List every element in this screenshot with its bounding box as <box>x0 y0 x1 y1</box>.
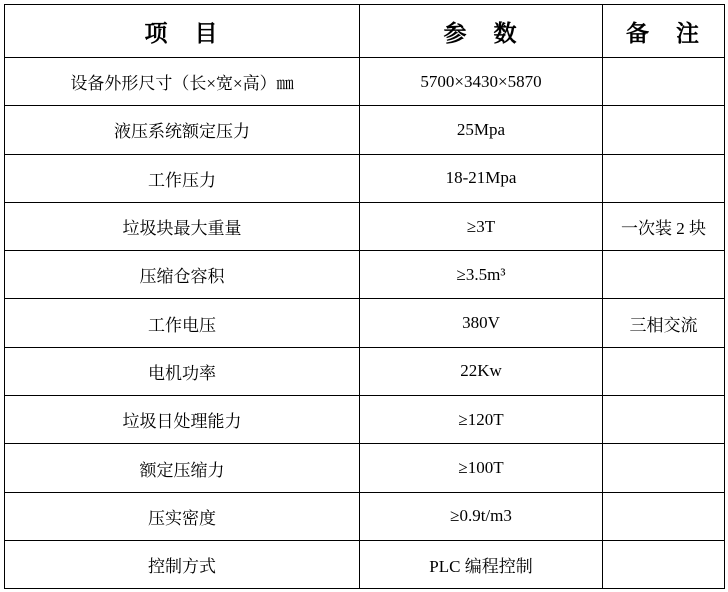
cell-item: 额定压缩力 <box>5 444 360 492</box>
cell-param: ≥3T <box>360 202 603 250</box>
table-row <box>5 58 725 106</box>
cell-remark <box>603 444 725 492</box>
cell-remark <box>603 58 725 106</box>
cell-param: ≥120T <box>360 396 603 444</box>
column-header-item: 项 目 <box>5 5 360 58</box>
table-row <box>5 396 725 444</box>
table-row <box>5 444 725 492</box>
cell-remark <box>603 540 725 588</box>
cell-remark <box>603 347 725 395</box>
cell-remark <box>603 154 725 202</box>
table-row <box>5 540 725 588</box>
cell-remark: 三相交流 <box>603 299 725 347</box>
cell-item: 压缩仓容积 <box>5 251 360 299</box>
cell-remark <box>603 492 725 540</box>
cell-param: ≥3.5m³ <box>360 251 603 299</box>
table-row <box>5 251 725 299</box>
cell-param: 25Mpa <box>360 106 603 154</box>
cell-item: 设备外形尺寸（长×宽×高）㎜ <box>5 58 360 106</box>
cell-remark: 一次装 2 块 <box>603 202 725 250</box>
table-row <box>5 202 725 250</box>
column-header-param: 参 数 <box>360 5 603 58</box>
equipment-specification-table <box>4 4 725 589</box>
column-header-remark: 备 注 <box>603 5 725 58</box>
cell-remark <box>603 106 725 154</box>
cell-item: 垃圾日处理能力 <box>5 396 360 444</box>
cell-remark <box>603 396 725 444</box>
cell-item: 电机功率 <box>5 347 360 395</box>
cell-param: 18-21Mpa <box>360 154 603 202</box>
table-header-row <box>5 5 725 58</box>
table-row <box>5 347 725 395</box>
table-row <box>5 492 725 540</box>
table-row <box>5 299 725 347</box>
cell-item: 垃圾块最大重量 <box>5 202 360 250</box>
cell-item: 工作压力 <box>5 154 360 202</box>
cell-param: ≥0.9t/m3 <box>360 492 603 540</box>
cell-item: 控制方式 <box>5 540 360 588</box>
table-row <box>5 154 725 202</box>
cell-remark <box>603 251 725 299</box>
table-row <box>5 106 725 154</box>
cell-item: 液压系统额定压力 <box>5 106 360 154</box>
cell-param: 22Kw <box>360 347 603 395</box>
cell-item: 压实密度 <box>5 492 360 540</box>
cell-param: 5700×3430×5870 <box>360 58 603 106</box>
cell-param: 380V <box>360 299 603 347</box>
cell-param: ≥100T <box>360 444 603 492</box>
cell-param: PLC 编程控制 <box>360 540 603 588</box>
cell-item: 工作电压 <box>5 299 360 347</box>
